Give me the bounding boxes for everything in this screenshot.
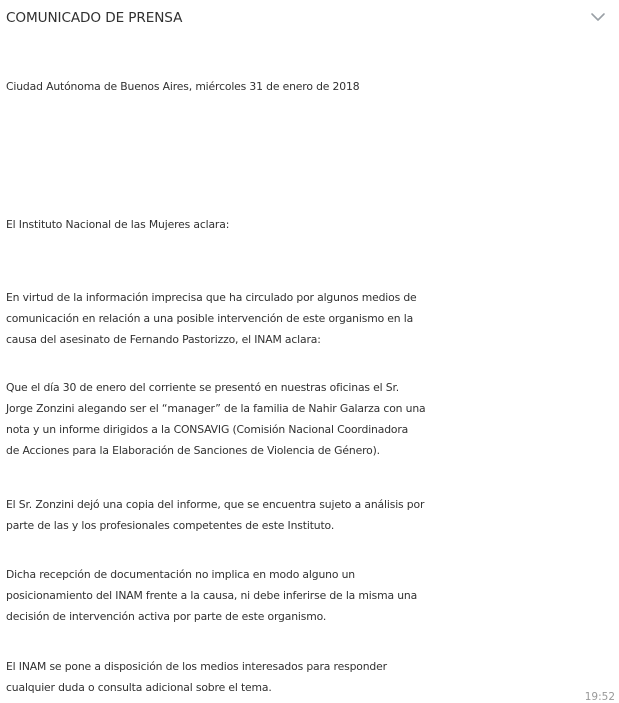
paragraph-line: Jorge Zonzini alegando ser el “manager” de la familia de Nahir Galarza con una <box>6 402 426 415</box>
paragraph-3 <box>6 494 618 536</box>
paragraph-line: En virtud de la información imprecisa que ha circulado por algunos medios de <box>6 291 417 304</box>
paragraph-line: cualquier duda o consulta adicional sobre el tema. <box>6 681 272 694</box>
paragraph-line: causa del asesinato de Fernando Pastorizzo, el INAM aclara: <box>6 333 321 346</box>
intro-line: El Instituto Nacional de las Mujeres aclara: <box>6 218 230 231</box>
paragraph-line: comunicación en relación a una posible intervención de este organismo en la <box>6 312 414 325</box>
message-timestamp: 19:52 <box>584 691 615 703</box>
paragraph-line: parte de las y los profesionales competentes de este Instituto. <box>6 519 335 532</box>
paragraph-line: de Acciones para la Elaboración de Sanciones de Violencia de Género). <box>6 444 380 457</box>
paragraph-2 <box>6 377 618 461</box>
paragraph-line: El INAM se pone a disposición de los medios interesados para responder <box>6 660 387 673</box>
paragraph-line: Que el día 30 de enero del corriente se presentó en nuestras oficinas el Sr. <box>6 381 400 394</box>
paragraph-line: posicionamiento del INAM frente a la causa, ni debe inferirse de la misma una <box>6 589 418 602</box>
paragraph-line: decisión de intervención activa por parte de este organismo. <box>6 610 327 623</box>
paragraph-line: El Sr. Zonzini dejó una copia del informe, que se encuentra sujeto a análisis por <box>6 498 425 511</box>
paragraph-line: nota y un informe dirigidos a la CONSAVIG (Comisión Nacional Coordinadora <box>6 423 409 436</box>
message-title: COMUNICADO DE PRENSA <box>6 10 183 26</box>
paragraph-5 <box>6 656 618 698</box>
chevron-down-icon[interactable] <box>589 10 607 24</box>
paragraph-4 <box>6 564 618 627</box>
dateline: Ciudad Autónoma de Buenos Aires, miércoles 31 de enero de 2018 <box>6 80 360 93</box>
paragraph-1 <box>6 287 618 350</box>
message-header <box>6 8 613 30</box>
paragraph-line: Dicha recepción de documentación no implica en modo alguno un <box>6 568 355 581</box>
